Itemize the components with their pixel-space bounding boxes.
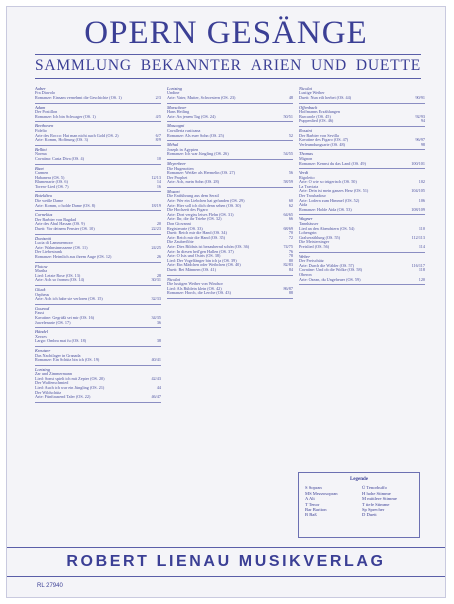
legend-item: Ü Tenorbuffo [362, 485, 387, 491]
composer-heading: Mozart [167, 188, 180, 194]
section-divider [35, 210, 161, 211]
entry-title: Lied an den Abendstern (OS. 54) [299, 226, 355, 231]
entry-title: La Traviata [299, 184, 319, 189]
entry-title: Romanze: Weißer als Hermelin (OS. 27) [167, 171, 235, 176]
index-entry [167, 152, 293, 157]
section-divider [35, 304, 161, 305]
entry-page: 82/83 [283, 262, 293, 268]
section-divider [35, 262, 161, 263]
section-divider [35, 103, 161, 104]
entry-page: 84 [288, 266, 293, 272]
entry-title: Der Postillon [35, 110, 58, 115]
entry-page: 36 [156, 319, 161, 325]
entry-title: Der Waffenschmied [35, 381, 69, 386]
cover-page [6, 6, 446, 598]
legend-box [298, 472, 420, 538]
entry-title: Carmen [35, 171, 49, 176]
entry-title: Arie: Komm, Hoffnung (OS. 3) [35, 138, 88, 143]
entry-page: 96/97 [415, 137, 425, 143]
entry-title: Undine [167, 91, 180, 96]
composer-heading: Kreutzer [35, 347, 51, 353]
section-divider [35, 121, 161, 122]
section-divider [167, 187, 293, 188]
entry-title: Orpheus [35, 292, 50, 297]
entry-title: Joseph in Ägypten [167, 147, 199, 152]
entry-title: Duett: Bei Männern (OS. 41) [167, 267, 216, 272]
composer-heading: Lortzing [35, 366, 50, 372]
subtitle-word: SAMMLUNG [35, 57, 132, 74]
entry-page: 30/31 [151, 277, 161, 283]
entry-title: Arie: An jenem Tag (OS. 24) [167, 114, 216, 119]
composer-heading: Méhul [167, 142, 179, 148]
entry-title: Arie: Ozean, du Ungeheuer (OS. 59) [299, 277, 361, 282]
composer-heading: Bellini [35, 146, 47, 152]
entry-page: 92/93 [415, 113, 425, 119]
index-entry [299, 143, 425, 148]
legend-item: M mittlere Stimme [362, 496, 397, 502]
section-divider [35, 191, 161, 192]
index-column [167, 85, 293, 541]
entry-title: Romanze: Ich war Jüngling (OS. 26) [167, 152, 229, 157]
legend-item: A Alt [305, 496, 315, 502]
entry-title: Arie: O Isis und Osiris (OS. 38) [167, 254, 221, 259]
entry-title: Arie: Ach so fromm (OS. 14) [35, 278, 85, 283]
entry-page: 76 [288, 248, 293, 254]
entry-page: 18/19 [151, 202, 161, 208]
index-column [35, 85, 161, 541]
section-divider [167, 121, 293, 122]
entry-title: Der Barbier von Bagdad [35, 217, 77, 222]
entry-title: Fra Diavolo [35, 91, 56, 96]
entry-title: Romanze: Heimlich aus ihrem Auge (OS. 12) [35, 255, 112, 260]
index-entry [167, 291, 293, 296]
entry-page: 50/51 [283, 113, 293, 119]
entry-title: Lied: Letzte Rose (OS. 13) [35, 273, 81, 278]
entry-page: 78 [288, 253, 293, 259]
entry-title: Arie des Abul Hassan (OS. 9) [35, 222, 85, 227]
entry-title: Arie: Komm, o holde Dame (OS. 8) [35, 203, 96, 208]
entry-page: 60 [288, 198, 293, 204]
entry-page: 32/33 [151, 296, 161, 302]
entry-title: Lohengrin [299, 231, 317, 236]
entry-title: Die Meistersinger [299, 240, 330, 245]
entry-title: Der Barbier von Sevilla [299, 133, 339, 138]
entry-title: Tannhäuser [299, 222, 319, 227]
index-entry [299, 245, 425, 250]
legend-item: H hohe Stimme [362, 490, 391, 496]
entry-page: 118 [418, 267, 425, 273]
entry-page: 80 [288, 257, 293, 263]
entry-page: 110 [418, 225, 425, 231]
entry-title: Don Giovanni [167, 222, 191, 227]
entry-page: 112/113 [411, 234, 425, 240]
entry-title: Puppenlied (OS. 46) [299, 119, 334, 124]
subtitle-word: BEKANNTER [140, 57, 242, 74]
entry-title: Barcarole (OS. 45) [299, 114, 331, 119]
index-entry [35, 339, 161, 344]
entry-page: 102 [418, 179, 425, 185]
section-divider [35, 327, 161, 328]
entry-title: Arie: Vater, Mutter, Schwestern (OS. 23) [167, 95, 236, 100]
entry-title: Cavatine: Und ob die Wolke (OS. 58) [299, 268, 362, 273]
entry-page: 42/43 [151, 375, 161, 381]
entry-title: Arie: Dies Bildnis ist bezaubernd schön (OS. 36) [167, 245, 250, 250]
entry-title: Romanze: Kennst du das Land (OS. 49) [299, 161, 366, 166]
entry-title: Arie des Rocco: Hat man nicht auch Gold (OS. 2) [35, 133, 119, 138]
entry-page: 74/75 [283, 244, 293, 250]
index-entry [299, 119, 425, 124]
index-entry [167, 180, 293, 185]
entry-title: Cavatina: Casta Diva (OS. 4) [35, 156, 84, 161]
composer-heading: Nicolai [167, 276, 180, 282]
entry-title: Romanze: Ein Schütz bin ich (OS. 19) [35, 358, 100, 363]
section-divider [167, 103, 293, 104]
composer-heading: Adam [35, 104, 46, 110]
index-entry [167, 134, 293, 139]
entry-title: Der Liebestrank [35, 250, 63, 255]
entry-title: Duett: Vor deinem Fenster (OS. 10) [35, 227, 95, 232]
composer-heading: Beethoven [35, 123, 54, 129]
index-entry [299, 208, 425, 213]
legend-item: MS Mezzosopran [305, 490, 338, 496]
entry-title: Blumenarie (OS. 6) [35, 180, 68, 185]
legend-right-column [362, 485, 413, 517]
composer-heading: Auber [35, 85, 46, 91]
section-divider [299, 149, 425, 150]
entry-page: 62 [288, 202, 293, 208]
entry-title: Arie: O wie so trügerisch (OS. 50) [299, 180, 357, 185]
section-divider [299, 126, 425, 127]
entry-page: 8/9 [155, 137, 161, 143]
composer-heading: Händel [35, 329, 48, 335]
section-divider [35, 402, 161, 403]
entry-title: Fidelio [35, 128, 47, 133]
entry-title: Martha [35, 269, 48, 274]
composer-heading: Bizet [35, 165, 44, 171]
entry-page: 28 [156, 272, 161, 278]
entry-page: 26 [156, 254, 161, 260]
entry-title: Arie: Reich mir die Hand (OS. 35) [167, 235, 226, 240]
entry-title: Der Troubadour [299, 194, 326, 199]
index-entry [35, 157, 161, 162]
index-entry [35, 204, 161, 209]
entry-title: Hoffmanns Erzählungen [299, 110, 340, 115]
entry-page: 106 [418, 197, 425, 203]
section-divider [167, 275, 293, 276]
entry-title: Zar und Zimmermann [35, 372, 72, 377]
entry-title: Lied: Der Vogelfänger bin ich ja (OS. 39) [167, 258, 237, 263]
entry-title: Hans Heiling [167, 110, 190, 115]
index-entry [35, 358, 161, 363]
entry-title: Arie: Fünftausend Taler (OS. 22) [35, 395, 91, 400]
index-entry [299, 162, 425, 167]
entry-title: Juwelenarie (OS. 17) [35, 320, 71, 325]
entry-page: 48 [288, 94, 293, 100]
section-divider [167, 298, 293, 299]
entry-page: 104/105 [411, 188, 425, 194]
catalog-number: RL 27940 [37, 583, 63, 589]
index-entry [35, 255, 161, 260]
index-entry [167, 268, 293, 273]
title-rule-top [35, 54, 421, 55]
entry-title: Lucia di Lammermoor [35, 241, 73, 246]
entry-page: 86/87 [283, 285, 293, 291]
entry-page: 38 [156, 338, 161, 344]
entry-title: Arie: Durch die Wälder (OS. 57) [299, 263, 355, 268]
entry-page: 10 [156, 155, 161, 161]
entry-page: 58/59 [283, 179, 293, 185]
legend-item: B Baß [305, 512, 317, 518]
entry-title: Lied: Als Büblein klein (OS. 42) [167, 286, 222, 291]
entry-page: 66 [288, 216, 293, 222]
composer-heading: Wagner [299, 216, 313, 222]
entry-page: 108/109 [411, 206, 425, 212]
entry-page: 14 [156, 179, 161, 185]
entry-title: Duett: Reich mir die Hand (OS. 34) [167, 231, 227, 236]
entry-title: Die Zauberflöte [167, 240, 194, 245]
entry-title: Oberon [299, 272, 312, 277]
section-divider [35, 234, 161, 235]
entry-page: 116/117 [411, 262, 425, 268]
entry-title: Lustige Weiber [299, 91, 325, 96]
composer-heading: Meyerbeer [167, 160, 187, 166]
section-divider [35, 145, 161, 146]
composer-heading: Weber [299, 253, 311, 259]
index-entry [299, 96, 425, 101]
entry-title: Kavatine: Gegrüßt sei mir (OS. 16) [35, 315, 95, 320]
section-divider [35, 164, 161, 165]
index-entry [35, 96, 161, 101]
entry-page: 56 [288, 170, 293, 176]
entry-page: 94 [420, 118, 425, 124]
entry-page: 24/25 [151, 244, 161, 250]
entry-title: Die Entführung aus dem Serail [167, 194, 219, 199]
legend-item: T Tenor [305, 501, 320, 507]
composer-heading: Gounod [35, 305, 50, 311]
composer-heading: Gluck [35, 286, 46, 292]
entry-title: Lied: Auch ich war ein Jüngling (OS. 21) [35, 386, 105, 391]
entry-page: 40/41 [151, 357, 161, 363]
entry-title: Die weiße Dame [35, 199, 64, 204]
legend-item: S Sopran [305, 485, 322, 491]
index-entry [35, 297, 161, 302]
entry-page: 72 [288, 234, 293, 240]
entry-page: 16 [156, 183, 161, 189]
entry-page: 88 [288, 290, 293, 296]
entry-title: Arie: Hier soll ich dich denn sehen (OS. 30) [167, 203, 241, 208]
entry-title: Romanze: Horch, die Lerche (OS. 43) [167, 291, 231, 296]
entry-title: Norma [35, 152, 47, 157]
composer-heading: Cornelius [35, 212, 53, 218]
entry-title: Romanze: Holde Aida (OS. 53) [299, 207, 352, 212]
entry-title: Arie: Ach ich habe sie verloren (OS. 15) [35, 297, 103, 302]
entry-page: 64/65 [283, 211, 293, 217]
composer-heading: Lortzing [167, 85, 182, 91]
entry-page: 90/91 [415, 94, 425, 100]
entry-page: 22/23 [151, 226, 161, 232]
index-entry [35, 115, 161, 120]
index-entry [35, 227, 161, 232]
entry-title: Cavalleria rusticana [167, 128, 201, 133]
composer-heading: Rossini [299, 127, 312, 133]
index-entry [35, 138, 161, 143]
entry-title: Gralserzählung (OS. 55) [299, 235, 341, 240]
entry-page: 120 [418, 276, 425, 282]
entry-page: 12/13 [151, 174, 161, 180]
entry-title: Lied: Sonst spielt ich mit Zepter (OS. 20) [35, 376, 105, 381]
entry-page: 98 [420, 141, 425, 147]
composer-heading: Thomas [299, 151, 313, 157]
entry-page: 2/3 [155, 94, 161, 100]
entry-title: Romanze: Ich bin Schwager (OS. 1) [35, 114, 96, 119]
title-rule-bottom [35, 78, 421, 79]
entry-title: Mignon [299, 156, 313, 161]
entry-title: Arie: Dort vergiss leises Flehn (OS. 31) [167, 212, 234, 217]
entry-page: 70 [288, 230, 293, 236]
entry-title: Rigoletto [299, 175, 315, 180]
composer-heading: Boieldieu [35, 193, 52, 199]
legend-heading: Legende [349, 477, 369, 482]
legend-item: Bar Bariton [305, 507, 327, 513]
publisher-name: ROBERT LIENAU MUSIKVERLAG [66, 553, 386, 570]
entry-page: 6/7 [155, 132, 161, 138]
composer-heading: Verdi [299, 170, 309, 176]
index-entry [35, 185, 161, 190]
entry-title: Registerarie (OS. 33) [167, 226, 203, 231]
cover-subtitle [35, 57, 421, 75]
entry-title: Duett: Nun eilt herbei (OS. 44) [299, 95, 352, 100]
entry-title: Faust [35, 311, 45, 316]
section-divider [299, 168, 425, 169]
section-divider [35, 346, 161, 347]
composer-heading: Flotow [35, 263, 48, 269]
entry-title: Der Freischütz [299, 259, 324, 264]
entry-title: Der Prophet [167, 175, 188, 180]
entry-title: Arie: Ach, mein Sohn (OS. 28) [167, 180, 219, 185]
composer-heading: Nicolai [299, 85, 312, 91]
entry-title: Die lustigen Weiber von Windsor [167, 282, 223, 287]
composer-heading: Donizetti [35, 235, 52, 241]
section-divider [35, 285, 161, 286]
section-divider [299, 103, 425, 104]
entry-title: Das Nachtlager in Granada [35, 353, 81, 358]
entry-page: 68/69 [283, 225, 293, 231]
entry-title: Arie: In diesen heil'gen Hallen (OS. 37) [167, 249, 234, 254]
entry-title: Xerxes [35, 334, 47, 339]
section-divider [299, 284, 425, 285]
entry-title: Habanera (OS. 5) [35, 175, 65, 180]
index-entry [35, 321, 161, 326]
entry-title: Arie: Wahnsinnsszene (OS. 11) [35, 245, 88, 250]
entry-title: Romanze: Als euer Sohn (OS. 25) [167, 133, 224, 138]
entry-title: Romanze: Einsam vernehmt die Geschichte (OS. 1) [35, 95, 122, 100]
entry-title: Torero-Lied (OS. 7) [35, 184, 69, 189]
entry-page: 44 [156, 385, 161, 391]
legend-left-column [305, 485, 356, 517]
entry-title: Verleumdungsarie (OS. 48) [299, 142, 345, 147]
entry-page: 46/47 [151, 394, 161, 400]
index-entry [167, 115, 293, 120]
index-entry [35, 278, 161, 283]
subtitle-word: DUETTE [355, 57, 421, 74]
subtitle-word: ARIEN [250, 57, 303, 74]
entry-page: 4/5 [155, 113, 161, 119]
entry-title: Die Hugenotten [167, 166, 194, 171]
section-divider [299, 252, 425, 253]
cover-title: OPERN GESÄNGE [84, 15, 368, 51]
entry-title: Arie: Dein ist mein ganzes Herz (OS. 51) [299, 189, 369, 194]
entry-title: Die Hochzeit des Figaro [167, 208, 208, 213]
entry-page: 52 [288, 132, 293, 138]
entry-page: 20 [156, 221, 161, 227]
index-entry [167, 96, 293, 101]
entry-title: Arie: Ein Mädchen oder Weibchen (OS. 40) [167, 263, 241, 268]
section-divider [35, 365, 161, 366]
entry-page: 100/101 [411, 160, 425, 166]
subtitle-word: UND [311, 57, 347, 74]
entry-title: Kavatine des Figaro (OS. 47) [299, 138, 349, 143]
legend-item: Sp Sprecher [362, 507, 385, 513]
index-entry [299, 278, 425, 283]
index-entry [35, 395, 161, 400]
composer-heading: Mascagni [167, 123, 185, 129]
legend-item: D Duett [362, 512, 377, 518]
entry-title: Der Wildschütz [35, 390, 62, 395]
entry-page: 114 [418, 244, 425, 250]
composer-heading: Offenbach [299, 104, 318, 110]
section-divider [299, 214, 425, 215]
composer-heading: Marschner [167, 104, 187, 110]
entry-page: 54/55 [283, 151, 293, 157]
entry-title: Preislied (OS. 56) [299, 245, 330, 250]
entry-title: Aida [299, 203, 308, 208]
entry-title: Arie: Wer ein Liebchen hat gefunden (OS. 29) [167, 199, 245, 204]
entry-page: 34/35 [151, 314, 161, 320]
entry-title: Largo: Ombra mai fu (OS. 18) [35, 339, 87, 344]
entry-title: Arie: Lodern zum Himmel (OS. 52) [299, 198, 360, 203]
entry-title: Arie: Ihr, die ihr Triebe (OS. 32) [167, 217, 222, 222]
legend-item: T tiefe Stimme [362, 501, 390, 507]
section-divider [167, 140, 293, 141]
section-divider [167, 159, 293, 160]
